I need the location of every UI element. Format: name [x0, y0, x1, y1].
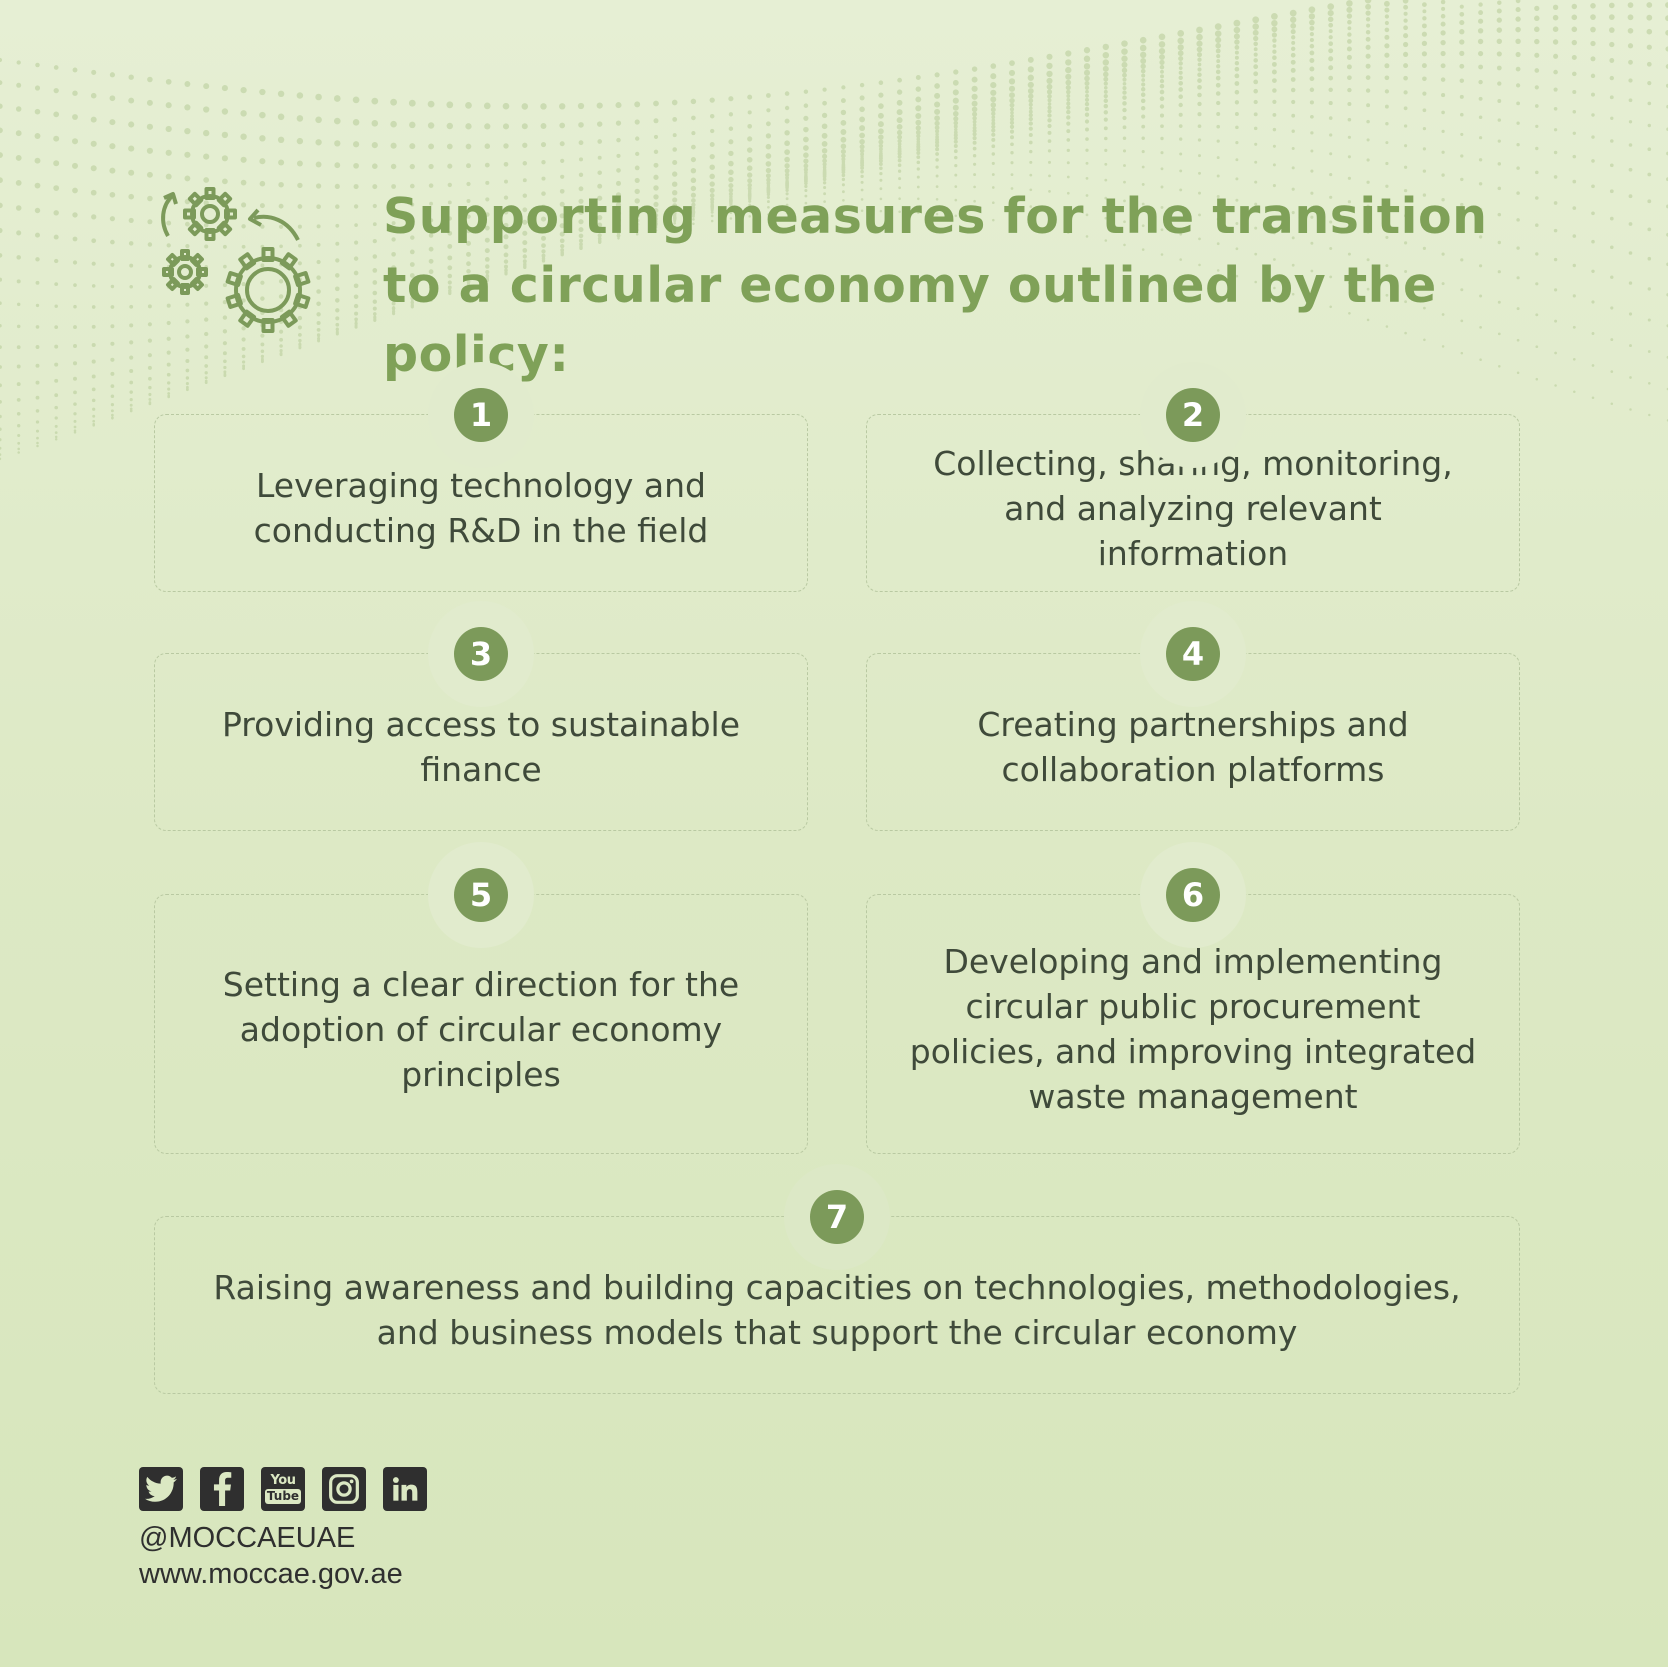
website-link[interactable]: www.moccae.gov.ae [139, 1558, 403, 1590]
measure-card-5 [154, 894, 808, 1154]
measure-number-badge-6: 6 [1166, 868, 1220, 922]
twitter-icon[interactable] [139, 1467, 183, 1511]
measure-number-badge-3: 3 [454, 627, 508, 681]
instagram-icon[interactable] [322, 1467, 366, 1511]
gears-icon [158, 178, 328, 348]
linkedin-icon[interactable] [383, 1467, 427, 1511]
measure-text-4: Creating partnerships and collaboration platforms [977, 705, 1409, 789]
measure-text-5: Setting a clear direction for the adoption of circular economy principles [222, 964, 740, 1094]
page-title: Supporting measures for the transition to a circular economy outlined by the policy: [383, 188, 1488, 383]
measure-number-badge-7: 7 [810, 1190, 864, 1244]
measure-number-badge-5: 5 [454, 868, 508, 922]
measure-card-6 [866, 894, 1520, 1154]
measure-text-3: Providing access to sustainable finance [221, 705, 740, 789]
measure-number-badge-4: 4 [1166, 627, 1220, 681]
social-handle[interactable]: @MOCCAEUAE [139, 1522, 356, 1554]
facebook-icon[interactable] [200, 1467, 244, 1511]
social-icons [139, 1467, 427, 1511]
measure-text-1: Leveraging technology and conducting R&D in the field [253, 466, 709, 550]
measure-text-7: Raising awareness and building capacities on technologies, methodologies, and business models that support the circular economy [213, 1268, 1461, 1352]
measure-text-6: Developing and implementing circular public procurement policies, and improving integrated waste management [909, 942, 1477, 1116]
measure-number-badge-2: 2 [1166, 388, 1220, 442]
measure-text-2: Collecting, sharing, monitoring, and analyzing relevant information [933, 443, 1453, 573]
measure-number-badge-1: 1 [454, 388, 508, 442]
youtube-icon[interactable]: You Tube [261, 1467, 305, 1511]
